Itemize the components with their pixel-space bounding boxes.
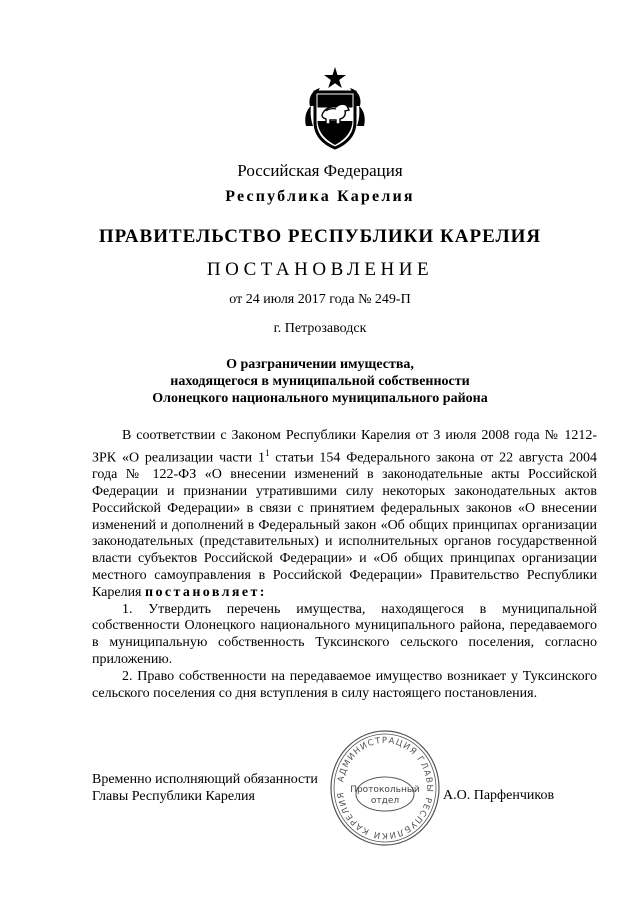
signatory-position (92, 771, 318, 805)
stamp-center-line-1: Протокольный (350, 785, 420, 795)
preamble-text-2: статьи 154 Федерального закона от 22 августа 2004 года № 122-ФЗ «О внесении изменений в законодательные акты Российской Федерации и признании утратившими силу некоторых законодательных актов Российской Федерации» в связи с принятием федеральных законов «О внесении изменений и дополнений в Федеральный закон «Об общих принципах организации законодательных (представительных) и исполнительных органов государственной власти субъектов Российской Федерации» и «Об общих принципах организации местного самоуправления в Российской Федерации» Правительство Республики Карелия (92, 450, 597, 600)
title-line-2: находящегося в муниципальной собственности (170, 374, 470, 389)
signatory-position-line-1: Временно исполняющий обязанности (92, 772, 318, 787)
document-date-number: от 24 июля 2017 года № 249-П (229, 292, 411, 307)
title-line-3: Олонецкого национального муниципального района (152, 391, 488, 406)
signatory-name: А.О. Парфенчиков (443, 788, 555, 803)
preamble-text-1: В соответствии с Законом Республики Карелия от 3 июля 2008 года № 1212-ЗРК «О реализации части 1 (92, 428, 597, 466)
title-line-1: О разграничении имущества, (226, 357, 414, 372)
republic-name: Республика Карелия (225, 188, 415, 205)
document-body (92, 428, 597, 702)
official-stamp (329, 728, 441, 848)
decree-item-1: 1. Утвердить перечень имущества, находящегося в муниципальной собственности Олонецкого национального муниципального района, передаваемого в муниципальную собственность Туксинского сельского поселения, согласно приложению. (92, 601, 597, 668)
issuing-authority: ПРАВИТЕЛЬСТВО РЕСПУБЛИКИ КАРЕЛИЯ (98, 226, 542, 247)
stamp-center-line-2: отдел (370, 796, 400, 806)
preamble-superscript: 1 (264, 447, 270, 458)
document-title (0, 356, 640, 407)
preamble-paragraph (92, 428, 597, 602)
document-city: г. Петрозаводск (273, 321, 367, 336)
karelia-coat-of-arms-icon (302, 66, 368, 150)
signatory-position-line-2: Главы Республики Карелия (92, 789, 255, 804)
decree-item-2: 2. Право собственности на передаваемое имущество возникает у Туксинского сельского поселения со дня вступления в силу настоящего постановления. (92, 668, 597, 701)
document-type: ПОСТАНОВЛЕНИЕ (206, 259, 434, 280)
country-name: Российская Федерация (237, 161, 403, 180)
stamp-ring-text: АДМИНИСТРАЦИЯ ГЛАВЫ РЕСПУБЛИКИ КАРЕЛИЯ (336, 735, 435, 841)
decree-word: постановляет: (145, 584, 267, 600)
